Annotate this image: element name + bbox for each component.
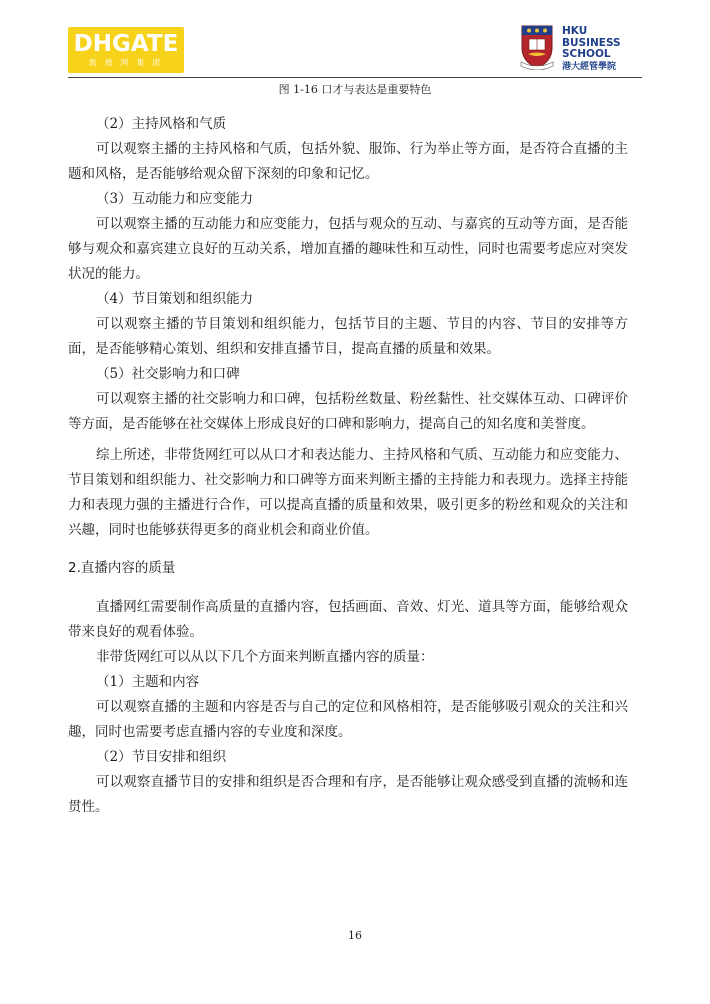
page-number: 16 (348, 929, 362, 942)
body-paragraph: 可以观察直播的主题和内容是否与自己的定位和风格相符，是否能够吸引观众的关注和兴趣，同时也需要考虑直播内容的专业度和深度。 (68, 699, 628, 740)
hku-logo-line: HKU (562, 25, 588, 37)
body-paragraph: 可以观察主播的主持风格和气质，包括外貌、服饰、行为举止等方面，是否符合直播的主题和风格，是否能够给观众留下深刻的印象和记忆。 (68, 141, 628, 182)
body-paragraph: 直播网红需要制作高质量的直播内容，包括画面、音效、灯光、道具等方面，能够给观众带来良好的观看体验。 (68, 599, 628, 640)
hku-chinese-name: 港大經管學院 (562, 62, 617, 72)
body-paragraph: 可以观察直播节目的安排和组织是否合理和有序，是否能够让观众感受到直播的流畅和连贯性。 (68, 774, 628, 815)
summary-paragraph: 综上所述，非带货网红可以从口才和表达能力、主持风格和气质、互动能力和应变能力、节目策划和组织能力、社交影响力和口碑等方面来判断主播的主持能力和表现力。选择主持能力和表现力强的主播进行合作，可以提高直播的质量和效果，吸引更多的粉丝和观众的关注和兴趣，同时也能够获得更多的商业机会和商业价值。 (68, 447, 628, 538)
body-paragraph: 可以观察主播的互动能力和应变能力，包括与观众的互动、与嘉宾的互动等方面，是否能够与观众和嘉宾建立良好的互动关系，增加直播的趣味性和互动性，同时也需要考虑应对突发状况的能力。 (68, 216, 628, 282)
hku-business-school-logo (562, 26, 642, 61)
subheading: （2）节目安排和组织 (96, 749, 227, 765)
subheading: （1）主题和内容 (96, 674, 200, 690)
hku-crest-icon (519, 24, 555, 70)
dhgate-logo-subtitle: 敦 煌 网 集 团 (88, 58, 164, 67)
subheading: （2）主持风格和气质 (96, 116, 227, 132)
hku-logo-line: SCHOOL (562, 48, 611, 60)
dhgate-logo-text: DHGATE (73, 31, 179, 57)
subheading: （5）社交影响力和口碑 (96, 366, 240, 382)
subheading: （4）节目策划和组织能力 (96, 291, 254, 307)
document-body (68, 112, 628, 820)
page-header (0, 0, 710, 78)
hku-logo-line: BUSINESS (562, 36, 621, 49)
section-heading: 2.直播内容的质量 (68, 560, 176, 576)
subheading: （3）互动能力和应变能力 (96, 191, 254, 207)
body-paragraph: 非带货网红可以从以下几个方面来判断直播内容的质量： (96, 649, 434, 665)
body-paragraph: 可以观察主播的社交影响力和口碑，包括粉丝数量、粉丝黏性、社交媒体互动、口碑评价等方面，是否能够在社交媒体上形成良好的口碑和影响力，提高自己的知名度和美誉度。 (68, 391, 628, 432)
header-divider (68, 77, 642, 78)
dhgate-logo (68, 27, 184, 73)
figure-caption: 图 1-16 口才与表达是重要特色 (278, 83, 432, 96)
body-paragraph: 可以观察主播的节目策划和组织能力，包括节目的主题、节目的内容、节目的安排等方面，是否能够精心策划、组织和安排直播节目，提高直播的质量和效果。 (68, 316, 628, 357)
